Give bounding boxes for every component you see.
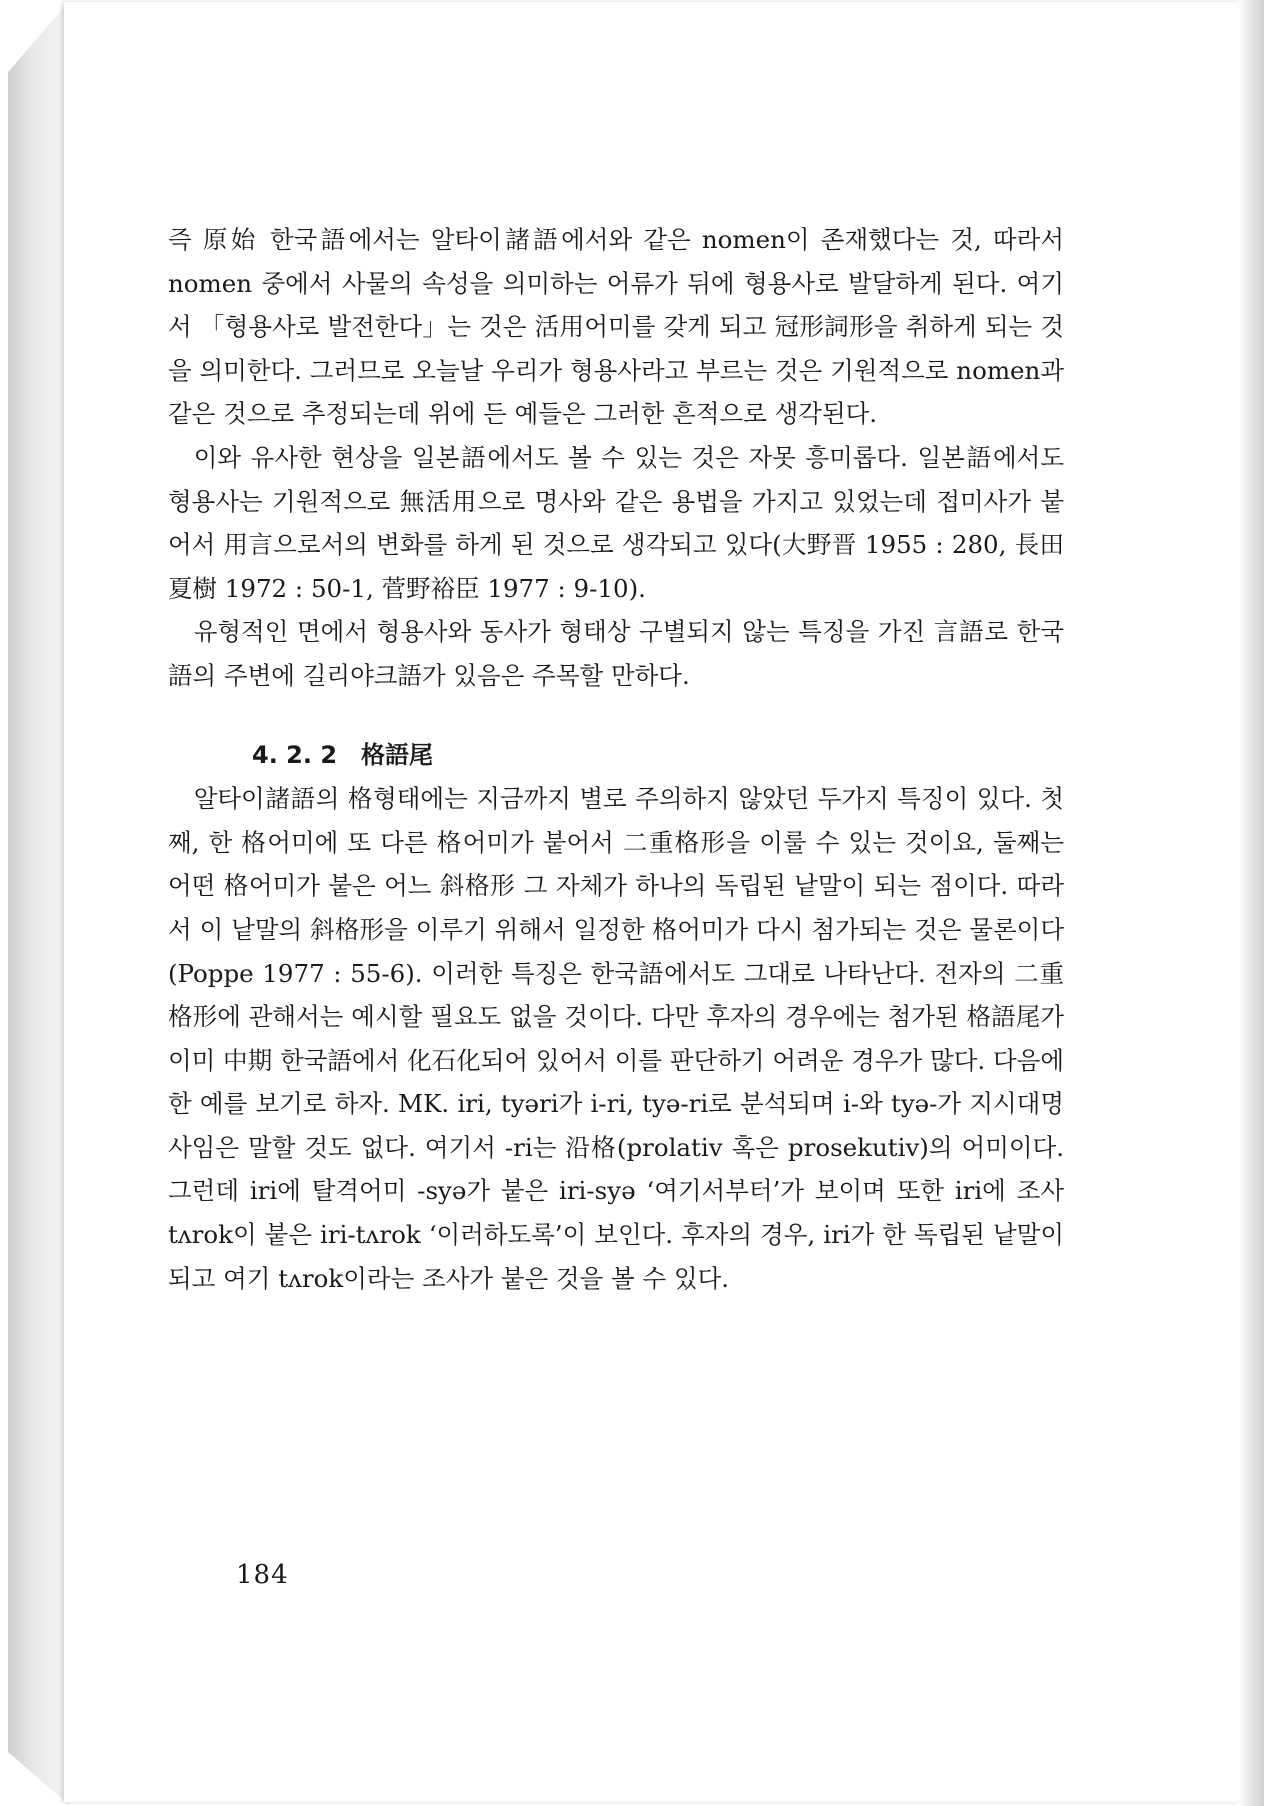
page-text bbox=[168, 218, 1064, 1300]
page-number: 184 bbox=[236, 1560, 289, 1590]
section-number: 4. 2. 2 bbox=[252, 740, 338, 769]
paragraph-1: 즉 原始 한국語에서는 알타이諸語에서와 같은 nomen이 존재했다는 것, 따라서 nomen 중에서 사물의 속성을 의미하는 어류가 뒤에 형용사로 발달하게 된다. 여기서 「형용사로 발전한다」는 것은 活用어미를 갖게 되고 冠形詞形을 취하게 되는 것을 의미한다. 그러므로 오늘날 우리가 형용사라고 부르는 것은 기원적으로 nomen과 같은 것으로 추정되는데 위에 든 예들은 그러한 흔적으로 생각된다. bbox=[168, 225, 1064, 429]
section-title: 格語尾 bbox=[361, 740, 434, 769]
book-spine bbox=[8, 0, 70, 1806]
paragraph-2: 이와 유사한 현상을 일본語에서도 볼 수 있는 것은 자못 흥미롭다. 일본語에서도 형용사는 기원적으로 無活用으로 명사와 같은 용법을 가지고 있었는데 접미사가 붙어서 用言으로서의 변화를 하게 된 것으로 생각되고 있다(大野晋 1955 : 280, 長田夏樹 1972 : 50-1, 菅野裕臣 1977 : 9-10). bbox=[168, 442, 1064, 603]
paragraph-4: 알타이諸語의 格형태에는 지금까지 별로 주의하지 않았던 두가지 특징이 있다. 첫째, 한 格어미에 또 다른 格어미가 붙어서 二重格形을 이룰 수 있는 것이요, 둘째는 어떤 格어미가 붙은 어느 斜格形 그 자체가 하나의 독립된 낱말이 되는 점이다. 따라서 이 낱말의 斜格形을 이루기 위해서 일정한 格어미가 다시 첨가되는 것은 물론이다(Poppe 1977 : 55-6). 이러한 특징은 한국語에서도 그대로 나타난다. 전자의 二重格形에 관해서는 예시할 필요도 없을 것이다. 다만 후자의 경우에는 첨가된 格語尾가 이미 中期 한국語에서 化石化되어 있어서 이를 판단하기 어려운 경우가 많다. 다음에 한 예를 보기로 하자. MK. iri, tyəri가 i-ri, tyə-ri로 분석되며 i-와 tyə-가 지시대명사임은 말할 것도 없다. 여기서 -ri는 沿格(prolativ 혹은 prosekutiv)의 어미이다. 그런데 iri에 탈격어미 -syə가 붙은 iri-syə ‘여기서부터’가 보이며 또한 iri에 조사 tʌrok이 붙은 iri-tʌrok ‘이러하도록’이 보인다. 후자의 경우, iri가 한 독립된 낱말이 되고 여기 tʌrok이라는 조사가 붙은 것을 볼 수 있다. bbox=[168, 784, 1064, 1293]
section-heading bbox=[168, 734, 1064, 778]
paragraph-3: 유형적인 면에서 형용사와 동사가 형태상 구별되지 않는 특징을 가진 言語로 한국語의 주변에 길리야크語가 있음은 주목할 만하다. bbox=[168, 617, 1064, 690]
page-edge-shadow bbox=[1238, 0, 1264, 1806]
